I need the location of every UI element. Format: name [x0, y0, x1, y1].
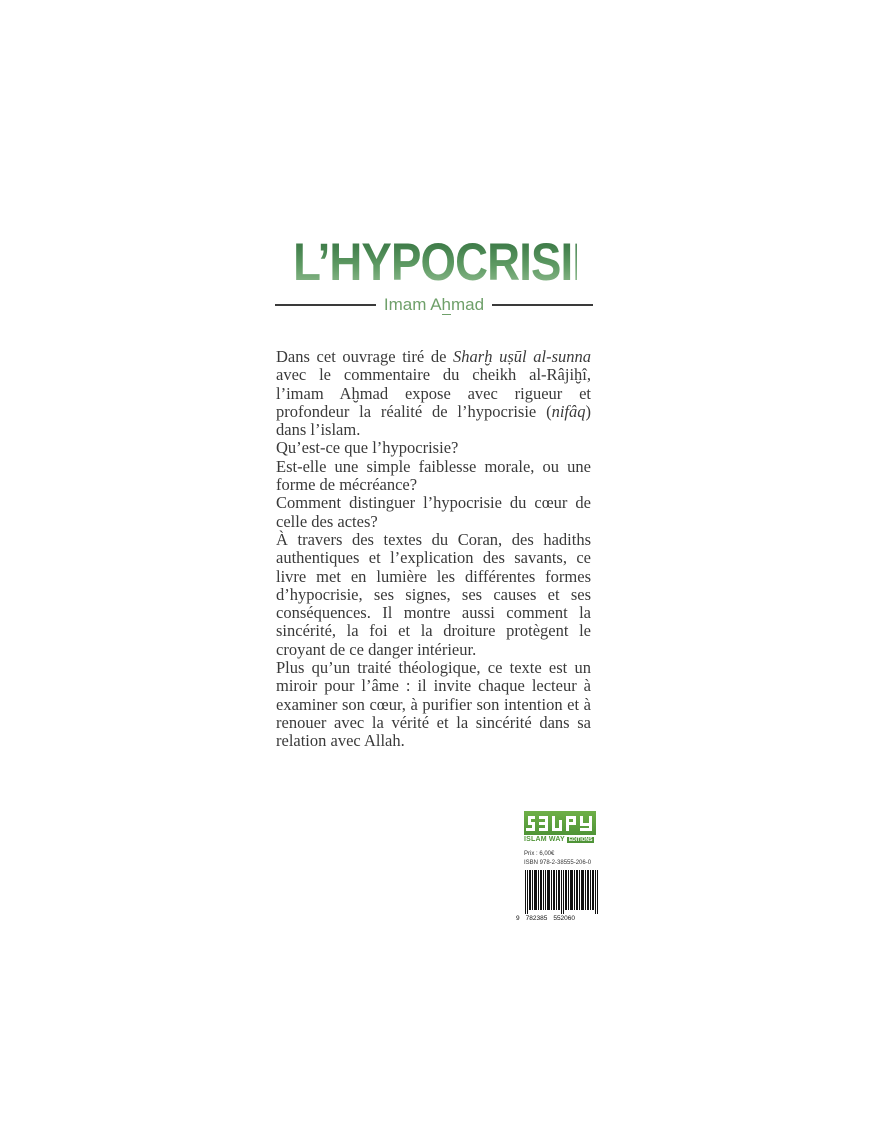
author-prefix: Imam A: [383, 295, 442, 314]
barcode-digits: [516, 915, 606, 922]
barcode: [516, 870, 604, 924]
book-title: L’HYPOCRISIE: [293, 233, 602, 292]
question-1: Qu’est-ce que l’hypocrisie?: [276, 438, 459, 458]
intro-tail: ) dans l’islam.: [276, 401, 591, 440]
barcode-icon: [524, 870, 600, 914]
publisher-logo: [524, 811, 596, 835]
right-divider: [492, 304, 593, 306]
publisher-block: [516, 811, 600, 924]
barcode-digit-group-1: 782385: [525, 915, 548, 922]
barcode-digit-prefix: 9: [516, 915, 520, 922]
author-name: [376, 295, 492, 315]
paragraph-intro: [276, 348, 591, 439]
intro-start: Dans cet ouvrage tiré de: [276, 347, 454, 366]
barcode-digit-group-2: 552060: [553, 915, 576, 922]
publisher-tag: EDITIONS: [568, 836, 593, 843]
description-text: [276, 348, 591, 751]
publisher-name: ISLAM WAY: [524, 836, 565, 843]
intro-middle: avec le commentaire du cheikh al-Râjiḫî, l’imam Aḫmad expose avec rigueur et profondeur la réalité de l’hypocrisie (: [276, 365, 591, 421]
left-divider: [275, 304, 376, 306]
price-label: Prix : 6,00€: [524, 851, 555, 857]
publisher-wordmark: [524, 836, 600, 843]
author-underlined-letter: h: [441, 295, 452, 314]
paragraph-conclusion: Plus qu’un traité théologique, ce texte est un miroir pour l’âme : il invite chaque lecteur à examiner son cœur, à purifier son intention et à renouer avec la vérité et la sincérité dans sa relation avec Allah.: [276, 658, 591, 751]
question-3: Comment distinguer l’hypocrisie du cœur de celle des actes?: [276, 493, 591, 531]
logo-glyph-icon: [524, 811, 596, 835]
source-title: Sharḫ uṣūl al-sunna: [453, 347, 592, 366]
author-row: [275, 292, 593, 318]
arabic-term: nifâq: [551, 401, 586, 421]
isbn-label: ISBN 978-2-38555-206-0: [524, 860, 592, 866]
author-suffix: mad: [451, 295, 485, 314]
paragraph-content: À travers des textes du Coran, des hadiths authentiques et l’explication des savants, ce livre met en lumière les différentes formes d’hypocrisie, ses signes, ses causes et ses conséquences. Il montre aussi comment la sincérité, la foi et la droiture protègent le croyant de ce danger intérieur.: [276, 529, 591, 659]
question-2: Est-elle une simple faiblesse morale, ou une forme de mécréance?: [276, 456, 591, 495]
